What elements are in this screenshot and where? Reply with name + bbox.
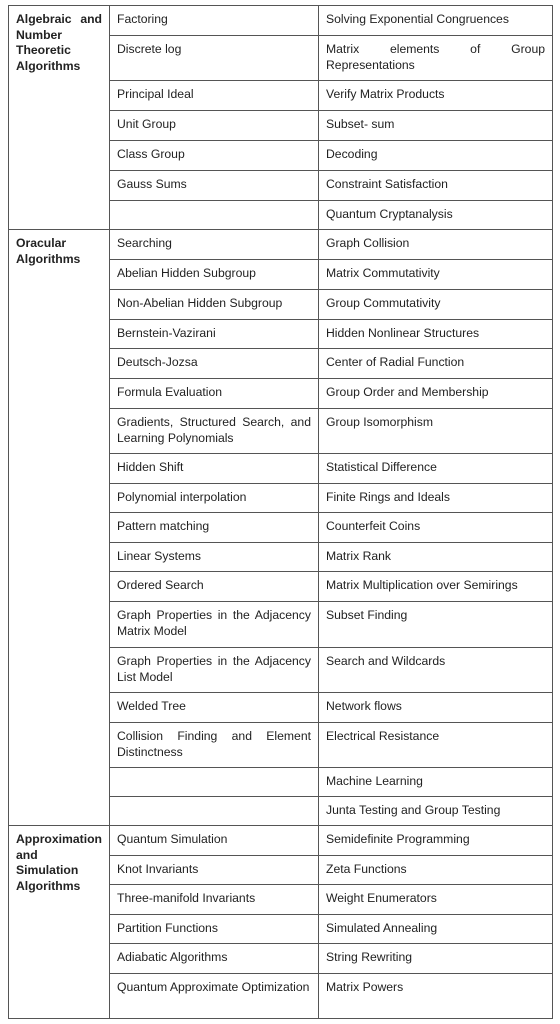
- algorithm-cell-right: [319, 648, 553, 693]
- algorithm-name: Semidefinite Programming: [326, 832, 470, 846]
- algorithm-name: Searching: [117, 236, 172, 250]
- table-row: [9, 826, 553, 856]
- algorithm-cell-right: [319, 572, 553, 602]
- algorithm-cell-right: [319, 454, 553, 484]
- algorithm-cell-right: [319, 409, 553, 454]
- algorithm-name: Subset- sum: [326, 117, 395, 131]
- algorithm-name: Polynomial interpolation: [117, 490, 247, 504]
- algorithm-cell-left: [110, 543, 319, 572]
- algorithm-cell-right: [319, 111, 553, 141]
- algorithm-name: Bernstein-Vazirani: [117, 326, 216, 340]
- algorithm-name: Group Order and Membership: [326, 385, 489, 399]
- algorithm-cell-right: [319, 171, 553, 201]
- algorithm-name: Decoding: [326, 147, 378, 161]
- algorithm-cell-left: [110, 648, 319, 693]
- algorithm-cell-right: [319, 141, 553, 171]
- category-cell: [9, 826, 110, 1019]
- algorithm-name: Solving Exponential Congruences: [326, 12, 509, 26]
- algorithm-cell-left: [110, 885, 319, 915]
- algorithm-cell-left: [110, 856, 319, 885]
- algorithm-cell-left: [110, 572, 319, 602]
- algorithm-name: Constraint Satisfaction: [326, 177, 448, 191]
- algorithm-name: Statistical Difference: [326, 460, 437, 474]
- algorithm-name: Simulated Annealing: [326, 921, 438, 935]
- algorithm-name: Junta Testing and Group Testing: [326, 803, 501, 817]
- algorithm-name: Matrix Rank: [326, 549, 392, 563]
- algorithm-cell-left: [110, 484, 319, 513]
- category-label: Oracular Algorithms: [16, 236, 81, 266]
- algorithm-name: String Rewriting: [326, 950, 413, 964]
- algorithm-name: Welded Tree: [117, 699, 186, 713]
- category-label: Approximation and Simulation Algorithms: [16, 832, 102, 893]
- algorithm-name: Knot Invariants: [117, 862, 199, 876]
- algorithm-cell-right: [319, 543, 553, 572]
- algorithm-name: Pattern matching: [117, 519, 210, 533]
- algorithms-table: [8, 5, 553, 1019]
- algorithm-name: Counterfeit Coins: [326, 519, 421, 533]
- algorithm-name: Machine Learning: [326, 774, 423, 788]
- algorithm-cell-right: [319, 856, 553, 885]
- algorithm-cell-right: [319, 6, 553, 36]
- algorithm-cell-left: [110, 454, 319, 484]
- algorithm-name: Unit Group: [117, 117, 176, 131]
- algorithm-cell-left: [110, 693, 319, 723]
- algorithm-cell-right: [319, 513, 553, 543]
- algorithm-name: Matrix Commutativity: [326, 266, 440, 280]
- algorithm-cell-left: [110, 723, 319, 768]
- algorithm-name: Graph Properties in the Adjacency List Model: [117, 654, 311, 684]
- algorithm-name: Center of Radial Function: [326, 355, 465, 369]
- algorithm-cell-right: [319, 290, 553, 320]
- algorithm-name: Hidden Nonlinear Structures: [326, 326, 480, 340]
- algorithm-name: Weight Enumerators: [326, 891, 437, 905]
- algorithm-cell-left: [110, 974, 319, 1019]
- algorithm-name: Non-Abelian Hidden Subgroup: [117, 296, 283, 310]
- algorithm-name: Graph Collision: [326, 236, 410, 250]
- algorithm-name: Matrix elements of Group Representations: [326, 42, 545, 72]
- algorithm-cell-right: [319, 944, 553, 974]
- algorithm-cell-left: [110, 320, 319, 349]
- algorithm-cell-right: [319, 768, 553, 797]
- algorithm-cell-right: [319, 81, 553, 111]
- algorithm-name: Finite Rings and Ideals: [326, 490, 450, 504]
- algorithm-name: Quantum Cryptanalysis: [326, 207, 453, 221]
- algorithm-cell-left: [110, 409, 319, 454]
- algorithm-name: Group Commutativity: [326, 296, 441, 310]
- algorithm-cell-left: [110, 6, 319, 36]
- algorithm-name: Network flows: [326, 699, 402, 713]
- algorithm-cell-left: [110, 201, 319, 230]
- algorithm-cell-left: [110, 111, 319, 141]
- algorithm-name: Hidden Shift: [117, 460, 184, 474]
- algorithm-cell-left: [110, 513, 319, 543]
- algorithm-cell-left: [110, 260, 319, 290]
- algorithm-cell-left: [110, 349, 319, 379]
- algorithm-name: Deutsch-Jozsa: [117, 355, 198, 369]
- algorithm-cell-left: [110, 797, 319, 826]
- algorithm-name: Class Group: [117, 147, 185, 161]
- category-cell: [9, 6, 110, 230]
- algorithm-name: Graph Properties in the Adjacency Matrix Model: [117, 608, 311, 638]
- algorithms-table-body: [9, 6, 553, 1019]
- algorithm-cell-right: [319, 826, 553, 856]
- algorithm-cell-left: [110, 230, 319, 260]
- algorithm-cell-right: [319, 602, 553, 648]
- algorithm-cell-right: [319, 230, 553, 260]
- algorithm-cell-right: [319, 885, 553, 915]
- table-row: [9, 6, 553, 36]
- category-label: Algebraic and Number Theoretic Algorithms: [16, 12, 102, 73]
- algorithm-cell-right: [319, 484, 553, 513]
- algorithm-name: Factoring: [117, 12, 168, 26]
- algorithm-cell-left: [110, 602, 319, 648]
- table-row: [9, 230, 553, 260]
- algorithm-name: Subset Finding: [326, 608, 408, 622]
- algorithm-name: Gauss Sums: [117, 177, 187, 191]
- algorithm-name: Electrical Resistance: [326, 729, 440, 743]
- algorithm-name: Quantum Approximate Optimization: [117, 980, 310, 994]
- algorithm-name: Principal Ideal: [117, 87, 194, 101]
- algorithm-cell-right: [319, 974, 553, 1019]
- algorithm-cell-right: [319, 797, 553, 826]
- algorithm-name: Linear Systems: [117, 549, 201, 563]
- algorithm-cell-right: [319, 349, 553, 379]
- algorithm-name: Verify Matrix Products: [326, 87, 445, 101]
- algorithm-name: Abelian Hidden Subgroup: [117, 266, 256, 280]
- algorithm-name: Adiabatic Algorithms: [117, 950, 228, 964]
- algorithm-cell-right: [319, 320, 553, 349]
- algorithm-name: Search and Wildcards: [326, 654, 446, 668]
- algorithm-name: Partition Functions: [117, 921, 218, 935]
- algorithm-name: Three-manifold Invariants: [117, 891, 256, 905]
- algorithm-cell-left: [110, 290, 319, 320]
- algorithm-cell-left: [110, 379, 319, 409]
- algorithm-cell-right: [319, 915, 553, 944]
- algorithm-name: Formula Evaluation: [117, 385, 222, 399]
- algorithm-name: Gradients, Structured Search, and Learning Polynomials: [117, 415, 311, 445]
- algorithm-cell-right: [319, 36, 553, 81]
- algorithm-name: Quantum Simulation: [117, 832, 228, 846]
- algorithm-name: Collision Finding and Element Distinctness: [117, 729, 311, 759]
- algorithm-cell-right: [319, 693, 553, 723]
- algorithm-cell-left: [110, 171, 319, 201]
- algorithm-cell-left: [110, 826, 319, 856]
- algorithm-cell-left: [110, 81, 319, 111]
- algorithm-name: Matrix Multiplication over Semirings: [326, 578, 518, 592]
- algorithm-cell-right: [319, 379, 553, 409]
- algorithm-cell-left: [110, 944, 319, 974]
- algorithm-name: Matrix Powers: [326, 980, 404, 994]
- algorithm-cell-right: [319, 723, 553, 768]
- algorithm-name: Discrete log: [117, 42, 182, 56]
- algorithm-cell-left: [110, 36, 319, 81]
- algorithm-cell-left: [110, 915, 319, 944]
- algorithm-cell-left: [110, 141, 319, 171]
- algorithm-name: Group Isomorphism: [326, 415, 434, 429]
- algorithm-name: Zeta Functions: [326, 862, 407, 876]
- algorithm-cell-left: [110, 768, 319, 797]
- algorithm-cell-right: [319, 201, 553, 230]
- category-cell: [9, 230, 110, 826]
- algorithm-cell-right: [319, 260, 553, 290]
- algorithm-name: Ordered Search: [117, 578, 204, 592]
